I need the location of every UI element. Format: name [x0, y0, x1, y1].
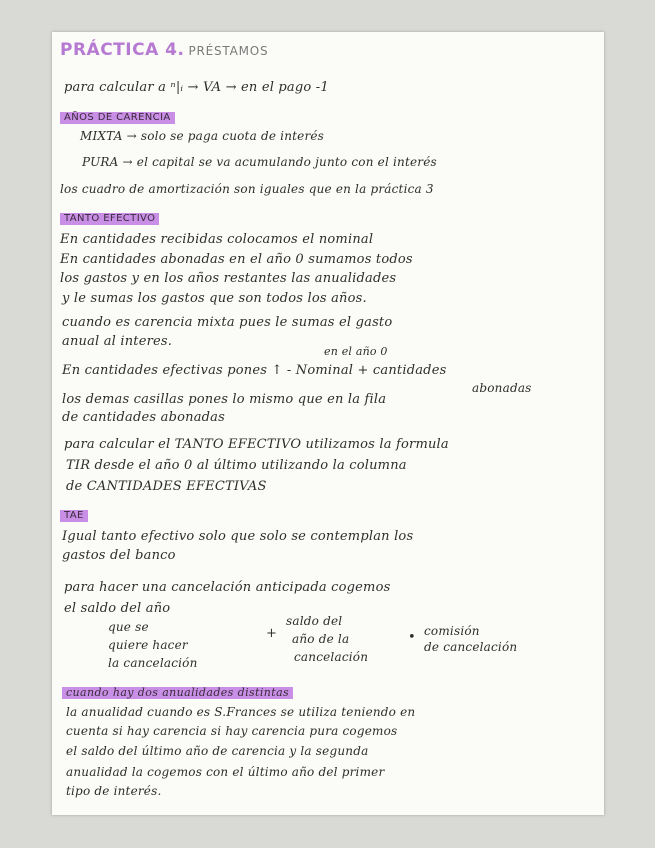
cancel-col1-c: la cancelación	[108, 656, 198, 670]
tae-line-2: gastos del banco	[62, 548, 176, 563]
te-line-2: En cantidades abonadas en el año 0 sumamos todos	[60, 252, 413, 267]
te-line-8: los demas casillas pones lo mismo que en la fila	[62, 392, 387, 407]
heading-carencia: AÑOS DE CARENCIA	[60, 112, 175, 124]
dist-line-3: el saldo del último año de carencia y la segunda	[66, 744, 369, 758]
heading-tanto-efectivo: TANTO EFECTIVO	[60, 213, 159, 225]
cancel-line-2: el saldo del año	[64, 601, 171, 616]
te-line-5: cuando es carencia mixta pues le sumas el gasto	[62, 315, 393, 330]
cancel-col3-a: comisión	[424, 624, 480, 638]
tae-line-1: Igual tanto efectivo solo que solo se contemplan los	[62, 529, 414, 544]
title-main: PRÁCTICA 4.	[60, 40, 185, 60]
te-line-12: de CANTIDADES EFECTIVAS	[66, 479, 267, 494]
cancel-col2-c: cancelación	[294, 650, 369, 664]
cancel-col2-b: año de la	[292, 632, 350, 646]
dist-line-2: cuenta si hay carencia si hay carencia pura cogemos	[66, 724, 398, 738]
te-line-11: TIR desde el año 0 al último utilizando la columna	[66, 458, 407, 473]
carencia-mixta: MIXTA → solo se paga cuota de interés	[80, 129, 325, 143]
title-sub: PRÉSTAMOS	[188, 44, 269, 58]
intro-line: para calcular a ⁿ|ᵢ → VA → en el pago -1	[64, 80, 329, 95]
dist-line-1: la anualidad cuando es S.Frances se utiliza teniendo en	[66, 705, 416, 719]
dist-line-5: tipo de interés.	[66, 784, 162, 798]
te-note-abonadas: abonadas	[472, 381, 532, 395]
notebook-page	[52, 32, 604, 815]
te-line-1: En cantidades recibidas colocamos el nominal	[60, 232, 374, 247]
page-title	[60, 40, 268, 60]
te-line-7: En cantidades efectivas pones ↑ - Nominal + cantidades	[62, 363, 447, 378]
heading-tae: TAE	[60, 510, 88, 522]
cancel-col2-a: saldo del	[286, 614, 343, 628]
dist-line-4: anualidad la cogemos con el último año del primer	[66, 765, 385, 779]
te-line-6: anual al interes.	[62, 334, 173, 349]
te-line-3: los gastos y en los años restantes las anualidades	[60, 271, 397, 286]
heading-dos-anualidades: cuando hay dos anualidades distintas	[62, 687, 293, 699]
te-line-9: de cantidades abonadas	[62, 410, 225, 425]
te-note-year0: en el año 0	[324, 345, 388, 358]
cancel-plus: +	[266, 626, 278, 641]
cancel-line-1: para hacer una cancelación anticipada cogemos	[64, 580, 391, 595]
carencia-pura: PURA → el capital se va acumulando junto con el interés	[82, 155, 437, 169]
cancel-col1-b: quiere hacer	[108, 638, 188, 652]
te-line-4: y le sumas los gastos que son todos los años.	[62, 291, 367, 306]
carencia-cuadro: los cuadro de amortización son iguales que en la práctica 3	[60, 182, 434, 196]
cancel-col1-a: que se	[108, 620, 149, 634]
cancel-dot: •	[408, 630, 416, 645]
te-line-10: para calcular el TANTO EFECTIVO utilizamos la formula	[64, 437, 449, 452]
cancel-col3-b: de cancelación	[424, 640, 518, 654]
